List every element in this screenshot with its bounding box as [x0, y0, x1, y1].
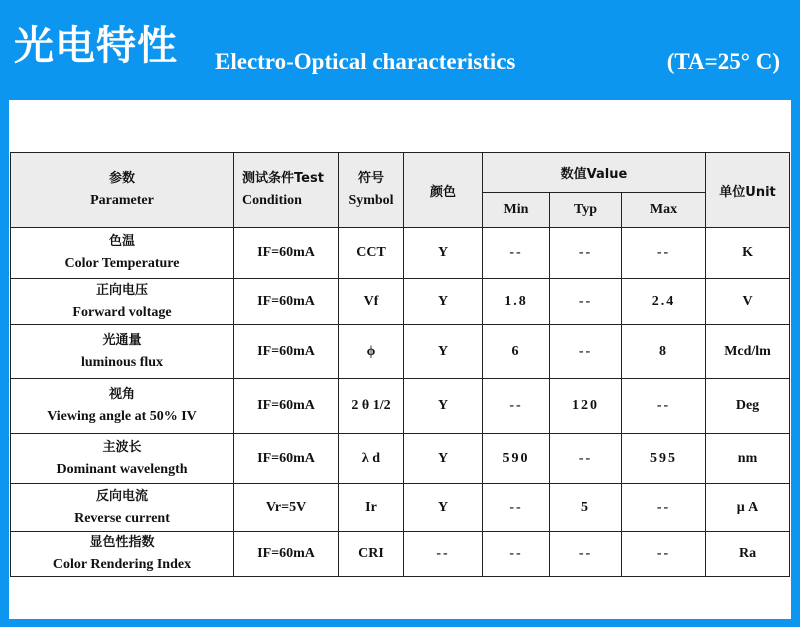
header-condition-line1: 测试条件Test [242, 171, 324, 186]
header-max: Max [622, 193, 706, 228]
color-cell: Y [404, 484, 483, 532]
table-header [11, 153, 790, 228]
symbol-cell: 2 θ 1/2 [339, 379, 404, 434]
table-row [11, 279, 790, 325]
symbol-cell: CCT [339, 228, 404, 279]
max-cell: 595 [622, 434, 706, 484]
min-cell: -- [483, 379, 550, 434]
table-row [11, 484, 790, 532]
param-name-en: Color Rendering Index [52, 557, 192, 572]
condition-cell: IF=60mA [234, 228, 339, 279]
param-name-cn: 显色性指数 [89, 535, 155, 550]
characteristics-table [10, 152, 790, 577]
unit-cell: Ra [706, 532, 790, 577]
param-cell [11, 325, 234, 379]
max-cell: -- [622, 228, 706, 279]
typ-cell: 120 [550, 379, 622, 434]
header-condition [234, 153, 339, 228]
symbol-cell: Vf [339, 279, 404, 325]
condition-cell: Vr=5V [234, 484, 339, 532]
header-parameter [11, 153, 234, 228]
symbol-cell: Ir [339, 484, 404, 532]
unit-cell: μ A [706, 484, 790, 532]
min-cell: -- [483, 532, 550, 577]
param-cell [11, 279, 234, 325]
header-symbol [339, 153, 404, 228]
table-row [11, 434, 790, 484]
condition-cell: IF=60mA [234, 279, 339, 325]
color-cell: Y [404, 325, 483, 379]
unit-cell: K [706, 228, 790, 279]
table-row [11, 532, 790, 577]
max-cell: -- [622, 532, 706, 577]
param-name-cn: 反向电流 [95, 488, 148, 504]
param-name-cn: 主波长 [102, 439, 142, 455]
color-cell: Y [404, 228, 483, 279]
param-name-en: Color Temperature [64, 256, 180, 271]
max-cell: -- [622, 484, 706, 532]
typ-cell: -- [550, 532, 622, 577]
table-row [11, 228, 790, 279]
symbol-cell: CRI [339, 532, 404, 577]
header-value: 数值Value [483, 153, 706, 193]
test-condition-note: (TA=25° C) [666, 49, 780, 74]
title-chinese: 光电特性 [14, 23, 178, 69]
header-banner [0, 0, 800, 100]
max-cell: 2.4 [622, 279, 706, 325]
min-cell: -- [483, 228, 550, 279]
param-name-en: Dominant wavelength [56, 461, 188, 477]
color-cell: Y [404, 279, 483, 325]
param-cell [11, 379, 234, 434]
color-cell: Y [404, 434, 483, 484]
header-symbol-en: Symbol [348, 193, 394, 208]
unit-cell: V [706, 279, 790, 325]
header-unit: 单位Unit [706, 153, 790, 228]
param-cell [11, 434, 234, 484]
color-cell: Y [404, 379, 483, 434]
table-row [11, 325, 790, 379]
param-cell [11, 532, 234, 577]
param-name-en: luminous flux [80, 354, 164, 370]
max-cell: -- [622, 379, 706, 434]
param-cell [11, 484, 234, 532]
condition-cell: IF=60mA [234, 325, 339, 379]
unit-cell: nm [706, 434, 790, 484]
symbol-cell: ϕ [339, 325, 404, 379]
header-symbol-cn: 符号 [357, 171, 384, 186]
unit-cell: Mcd/lm [706, 325, 790, 379]
unit-cell: Deg [706, 379, 790, 434]
typ-cell: -- [550, 434, 622, 484]
min-cell: 1.8 [483, 279, 550, 325]
typ-cell: -- [550, 228, 622, 279]
param-name-cn: 视角 [108, 387, 135, 402]
param-name-cn: 光通量 [102, 332, 142, 348]
symbol-cell: λ d [339, 434, 404, 484]
table-body [11, 228, 790, 577]
header-min: Min [483, 193, 550, 228]
param-name-cn: 色温 [108, 234, 135, 249]
param-name-en: Forward voltage [72, 304, 172, 320]
typ-cell: -- [550, 279, 622, 325]
max-cell: 8 [622, 325, 706, 379]
param-cell [11, 228, 234, 279]
condition-cell: IF=60mA [234, 532, 339, 577]
color-cell: -- [404, 532, 483, 577]
header-condition-line2: Condition [242, 193, 302, 208]
title-english: Electro-Optical characteristics [215, 49, 516, 74]
header-color: 颜色 [404, 153, 483, 228]
condition-cell: IF=60mA [234, 379, 339, 434]
condition-cell: IF=60mA [234, 434, 339, 484]
header-typ: Typ [550, 193, 622, 228]
typ-cell: 5 [550, 484, 622, 532]
header-parameter-en: Parameter [90, 193, 154, 208]
table-row [11, 379, 790, 434]
min-cell: 590 [483, 434, 550, 484]
param-name-en: Reverse current [74, 510, 170, 526]
header-parameter-cn: 参数 [108, 171, 135, 186]
param-name-en: Viewing angle at 50% IV [47, 409, 197, 424]
min-cell: -- [483, 484, 550, 532]
min-cell: 6 [483, 325, 550, 379]
param-name-cn: 正向电压 [95, 282, 148, 298]
typ-cell: -- [550, 325, 622, 379]
